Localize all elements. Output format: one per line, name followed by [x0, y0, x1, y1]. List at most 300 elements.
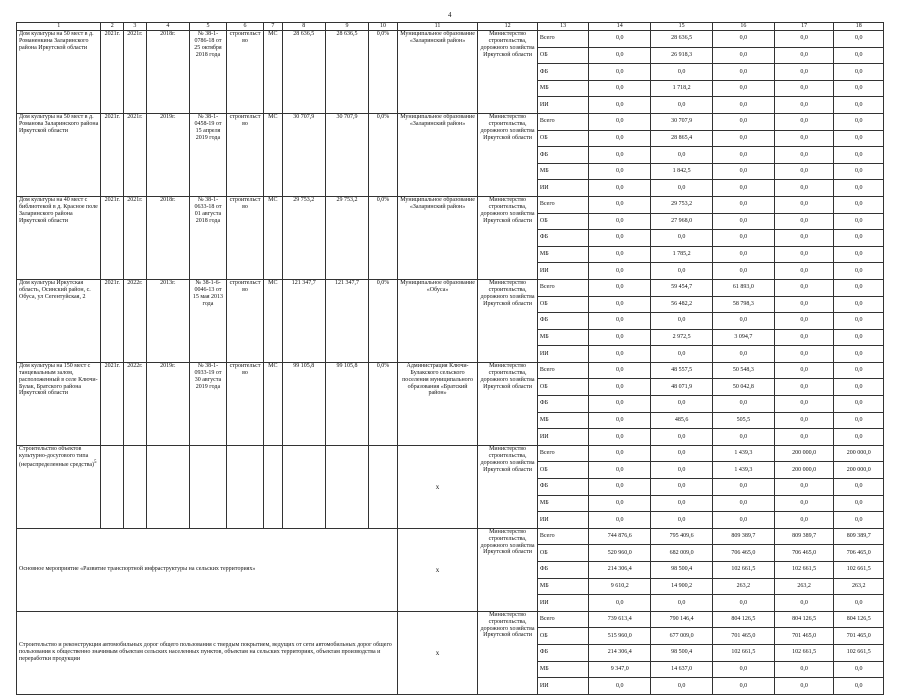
amount-cell: 790 146,4: [651, 611, 713, 628]
cell-c2: 2021г.: [101, 196, 124, 279]
funding-source-cell: ФБ: [537, 230, 588, 247]
cell-c2: 2021г.: [101, 279, 124, 362]
amount-cell: 0,0: [589, 296, 651, 313]
cell-c6: [227, 445, 264, 528]
amount-cell: 50 042,8: [712, 379, 774, 396]
table-row: [17, 31, 884, 48]
amount-cell: 0,0: [589, 396, 651, 413]
cell-c7: МС: [264, 196, 283, 279]
amount-cell: 0,0: [774, 329, 834, 346]
cell-c8: 99 105,8: [282, 362, 325, 445]
amount-cell: 102 661,5: [774, 562, 834, 579]
amount-cell: 48 071,9: [651, 379, 713, 396]
amount-cell: 0,0: [712, 678, 774, 695]
amount-cell: 61 893,0: [712, 279, 774, 296]
amount-cell: 0,0: [834, 396, 884, 413]
cell-c2: 2021г.: [101, 113, 124, 196]
amount-cell: 48 557,5: [651, 362, 713, 379]
amount-cell: 14 900,2: [651, 578, 713, 595]
funding-source-cell: МБ: [537, 163, 588, 180]
object-name-cell: Строительство объектов культурно-досугового типа (нераспределенные средства)$^5$: [17, 445, 101, 528]
funding-source-cell: ОБ: [537, 213, 588, 230]
funding-source-cell: ФБ: [537, 396, 588, 413]
column-number-5: 5: [189, 23, 226, 31]
amount-cell: 0,0: [712, 196, 774, 213]
column-number-16: 16: [712, 23, 774, 31]
amount-cell: 0,0: [651, 180, 713, 197]
amount-cell: 102 661,5: [834, 562, 884, 579]
amount-cell: 804 126,5: [712, 611, 774, 628]
cell-c10: 0,0%: [369, 362, 398, 445]
funding-source-cell: Всего: [537, 113, 588, 130]
amount-cell: 0,0: [589, 147, 651, 164]
amount-cell: 263,2: [712, 578, 774, 595]
amount-cell: 0,0: [774, 130, 834, 147]
amount-cell: 0,0: [589, 595, 651, 612]
amount-cell: 0,0: [774, 263, 834, 280]
amount-cell: 102 661,5: [712, 562, 774, 579]
responsible-cell: Администрация Ключи-Булакского сельского поселения муниципального образования «Братский район»: [397, 362, 477, 445]
amount-cell: 0,0: [712, 263, 774, 280]
amount-cell: 0,0: [651, 512, 713, 529]
funding-source-cell: ФБ: [537, 147, 588, 164]
funding-source-cell: ИИ: [537, 263, 588, 280]
amount-cell: 0,0: [834, 661, 884, 678]
amount-cell: 0,0: [834, 213, 884, 230]
column-number-8: 8: [282, 23, 325, 31]
amount-cell: 9 347,0: [589, 661, 651, 678]
amount-cell: 809 389,7: [774, 528, 834, 545]
amount-cell: 0,0: [834, 246, 884, 263]
amount-cell: 0,0: [589, 462, 651, 479]
cell-c7: [264, 445, 283, 528]
amount-cell: 0,0: [774, 163, 834, 180]
amount-cell: 0,0: [651, 479, 713, 496]
column-number-12: 12: [478, 23, 538, 31]
amount-cell: 0,0: [834, 362, 884, 379]
amount-cell: 0,0: [712, 180, 774, 197]
amount-cell: 1 439,3: [712, 462, 774, 479]
cell-c5: № 38-1-0458-19 от 15 апреля 2019 года: [189, 113, 226, 196]
column-number-15: 15: [651, 23, 713, 31]
amount-cell: 0,0: [712, 97, 774, 114]
ministry-cell: Министерство строительства, дорожного хозяйства Иркутской области: [478, 528, 538, 611]
amount-cell: 0,0: [712, 230, 774, 247]
amount-cell: 485,6: [651, 412, 713, 429]
amount-cell: 0,0: [774, 47, 834, 64]
funding-source-cell: ИИ: [537, 595, 588, 612]
amount-cell: 0,0: [712, 47, 774, 64]
cell-c8: [282, 445, 325, 528]
cell-c10: 0,0%: [369, 113, 398, 196]
amount-cell: 515 960,0: [589, 628, 651, 645]
amount-cell: 0,0: [589, 412, 651, 429]
amount-cell: 0,0: [651, 495, 713, 512]
amount-cell: 0,0: [712, 595, 774, 612]
funding-source-cell: ФБ: [537, 479, 588, 496]
footnote-marker: 5: [93, 459, 97, 465]
object-name-cell: Дом культуры на 150 мест с танцевальным залом, расположенный в селе Ключи-Булак, Братского района Иркутской области: [17, 362, 101, 445]
amount-cell: 102 661,5: [774, 644, 834, 661]
amount-cell: 0,0: [589, 130, 651, 147]
funding-source-cell: ФБ: [537, 64, 588, 81]
funding-source-cell: ОБ: [537, 545, 588, 562]
amount-cell: 0,0: [589, 479, 651, 496]
amount-cell: 0,0: [834, 113, 884, 130]
funding-source-cell: Всего: [537, 611, 588, 628]
amount-cell: 0,0: [712, 130, 774, 147]
amount-cell: 701 465,0: [834, 628, 884, 645]
funding-source-cell: ОБ: [537, 379, 588, 396]
amount-cell: 263,2: [774, 578, 834, 595]
amount-cell: 0,0: [774, 230, 834, 247]
amount-cell: 0,0: [834, 412, 884, 429]
amount-cell: 0,0: [589, 379, 651, 396]
amount-cell: 0,0: [774, 412, 834, 429]
amount-cell: 0,0: [589, 31, 651, 48]
cell-c10: 0,0%: [369, 279, 398, 362]
amount-cell: 0,0: [712, 495, 774, 512]
amount-cell: 0,0: [712, 429, 774, 446]
amount-cell: 0,0: [589, 362, 651, 379]
table-body: [17, 23, 884, 695]
ministry-cell: Министерство строительства, дорожного хозяйства Иркутской области: [478, 196, 538, 279]
cell-c8: 30 707,9: [282, 113, 325, 196]
amount-cell: 0,0: [651, 346, 713, 363]
amount-cell: 0,0: [712, 163, 774, 180]
amount-cell: 9 610,2: [589, 578, 651, 595]
amount-cell: 0,0: [589, 313, 651, 330]
amount-cell: 0,0: [651, 595, 713, 612]
amount-cell: 0,0: [834, 230, 884, 247]
amount-cell: 0,0: [834, 180, 884, 197]
funding-source-cell: МБ: [537, 80, 588, 97]
cell-c9: 99 105,8: [325, 362, 368, 445]
amount-cell: 0,0: [712, 147, 774, 164]
funding-source-cell: ИИ: [537, 429, 588, 446]
amount-cell: 706 465,0: [834, 545, 884, 562]
table-row: [17, 196, 884, 213]
funding-source-cell: ФБ: [537, 313, 588, 330]
cell-c6: строительство: [227, 279, 264, 362]
cell-c2: 2021г.: [101, 362, 124, 445]
funding-source-cell: МБ: [537, 578, 588, 595]
amount-cell: 0,0: [589, 329, 651, 346]
amount-cell: 1 439,3: [712, 445, 774, 462]
object-name-cell: Дом культуры на 40 мест с библиотекой в д. Красное поле Заларинского района Иркутской области: [17, 196, 101, 279]
cell-c6: строительство: [227, 113, 264, 196]
amount-cell: 200 000,0: [774, 445, 834, 462]
amount-cell: 0,0: [712, 246, 774, 263]
amount-cell: 0,0: [589, 512, 651, 529]
amount-cell: 0,0: [651, 97, 713, 114]
amount-cell: 200 000,0: [834, 462, 884, 479]
amount-cell: 0,0: [712, 313, 774, 330]
funding-source-cell: ОБ: [537, 628, 588, 645]
cell-c9: 28 636,5: [325, 31, 368, 114]
amount-cell: 0,0: [712, 661, 774, 678]
amount-cell: 0,0: [774, 296, 834, 313]
amount-cell: 0,0: [774, 661, 834, 678]
amount-cell: 59 454,7: [651, 279, 713, 296]
funding-source-cell: ИИ: [537, 180, 588, 197]
cell-c5: № 38-1-0786-18 от 25 октября 2018 года: [189, 31, 226, 114]
amount-cell: 0,0: [774, 279, 834, 296]
funding-source-cell: ОБ: [537, 296, 588, 313]
amount-cell: 263,2: [834, 578, 884, 595]
amount-cell: 0,0: [834, 279, 884, 296]
cell-c4: 2019г.: [146, 113, 189, 196]
table-row: [17, 445, 884, 462]
amount-cell: 0,0: [712, 64, 774, 81]
amount-cell: 0,0: [774, 113, 834, 130]
amount-cell: 809 389,7: [834, 528, 884, 545]
amount-cell: 0,0: [834, 479, 884, 496]
amount-cell: 0,0: [834, 296, 884, 313]
amount-cell: 0,0: [834, 163, 884, 180]
responsible-cell: х: [397, 528, 477, 611]
funding-source-cell: МБ: [537, 661, 588, 678]
cell-c5: № 38-1-0933-19 от 30 августа 2019 года: [189, 362, 226, 445]
amount-cell: 701 465,0: [774, 628, 834, 645]
amount-cell: 14 637,0: [651, 661, 713, 678]
amount-cell: 0,0: [774, 495, 834, 512]
cell-c3: 2022г.: [124, 279, 147, 362]
amount-cell: 0,0: [589, 213, 651, 230]
amount-cell: 0,0: [589, 113, 651, 130]
amount-cell: 739 613,4: [589, 611, 651, 628]
amount-cell: 0,0: [834, 97, 884, 114]
amount-cell: 0,0: [834, 329, 884, 346]
funding-source-cell: ИИ: [537, 678, 588, 695]
amount-cell: 0,0: [834, 64, 884, 81]
cell-c7: МС: [264, 31, 283, 114]
cell-c9: 30 707,9: [325, 113, 368, 196]
amount-cell: 0,0: [589, 246, 651, 263]
funding-source-cell: Всего: [537, 362, 588, 379]
column-number-14: 14: [589, 23, 651, 31]
column-number-13: 13: [537, 23, 588, 31]
ministry-cell: Министерство строительства, дорожного хозяйства Иркутской области: [478, 279, 538, 362]
amount-cell: 0,0: [774, 246, 834, 263]
responsible-cell: Муниципальное образование «Обуса»: [397, 279, 477, 362]
cell-c2: 2021г.: [101, 31, 124, 114]
amount-cell: 0,0: [651, 230, 713, 247]
cell-c9: 29 753,2: [325, 196, 368, 279]
funding-source-cell: ФБ: [537, 562, 588, 579]
amount-cell: 0,0: [834, 263, 884, 280]
amount-cell: 682 009,0: [651, 545, 713, 562]
amount-cell: 0,0: [774, 346, 834, 363]
amount-cell: 505,5: [712, 412, 774, 429]
amount-cell: 0,0: [589, 163, 651, 180]
amount-cell: 804 126,5: [834, 611, 884, 628]
cell-c10: [369, 445, 398, 528]
amount-cell: 26 918,3: [651, 47, 713, 64]
responsible-cell: х: [397, 611, 477, 694]
cell-c8: 29 753,2: [282, 196, 325, 279]
amount-cell: 701 465,0: [712, 628, 774, 645]
amount-cell: 0,0: [589, 230, 651, 247]
column-number-1: 1: [17, 23, 101, 31]
column-number-2: 2: [101, 23, 124, 31]
amount-cell: 0,0: [589, 346, 651, 363]
amount-cell: 0,0: [834, 429, 884, 446]
amount-cell: 0,0: [774, 362, 834, 379]
amount-cell: 0,0: [834, 196, 884, 213]
funding-source-cell: ИИ: [537, 512, 588, 529]
table-row: [17, 279, 884, 296]
amount-cell: 0,0: [834, 512, 884, 529]
cell-c7: МС: [264, 279, 283, 362]
amount-cell: 0,0: [774, 97, 834, 114]
amount-cell: 0,0: [712, 512, 774, 529]
amount-cell: 3 094,7: [712, 329, 774, 346]
amount-cell: 0,0: [712, 113, 774, 130]
amount-cell: 0,0: [589, 47, 651, 64]
amount-cell: 0,0: [774, 429, 834, 446]
amount-cell: 27 968,0: [651, 213, 713, 230]
amount-cell: 809 389,7: [712, 528, 774, 545]
amount-cell: 0,0: [834, 47, 884, 64]
amount-cell: 795 409,6: [651, 528, 713, 545]
amount-cell: 0,0: [589, 180, 651, 197]
cell-c4: 2013г.: [146, 279, 189, 362]
amount-cell: 1 785,2: [651, 246, 713, 263]
cell-c5: [189, 445, 226, 528]
column-number-row: [17, 23, 884, 31]
amount-cell: 28 636,5: [651, 31, 713, 48]
amount-cell: 804 126,5: [774, 611, 834, 628]
amount-cell: 0,0: [651, 64, 713, 81]
amount-cell: 200 000,0: [774, 462, 834, 479]
amount-cell: 0,0: [712, 213, 774, 230]
column-number-3: 3: [124, 23, 147, 31]
cell-c2: [101, 445, 124, 528]
amount-cell: 0,0: [589, 495, 651, 512]
column-number-4: 4: [146, 23, 189, 31]
ministry-cell: Министерство строительства, дорожного хозяйства Иркутской области: [478, 31, 538, 114]
amount-cell: 0,0: [712, 396, 774, 413]
funding-source-cell: МБ: [537, 246, 588, 263]
measure-name-cell: Строительство и реконструкция автомобильных дорог общего пользования с твердым покрытием, ведущих от сети автомобильных дорог общего пользования к общественно значимым объектам сельских населенных пунктов, объектам на сельских территориях, объектам производства и переработки продукции: [17, 611, 398, 694]
cell-c9: 121 347,7: [325, 279, 368, 362]
amount-cell: 706 465,0: [712, 545, 774, 562]
cell-c3: [124, 445, 147, 528]
funding-source-cell: ОБ: [537, 130, 588, 147]
amount-cell: 0,0: [774, 80, 834, 97]
amount-cell: 0,0: [834, 379, 884, 396]
amount-cell: 0,0: [651, 263, 713, 280]
column-number-6: 6: [227, 23, 264, 31]
cell-c6: строительство: [227, 196, 264, 279]
cell-c3: 2021г.: [124, 196, 147, 279]
amount-cell: 0,0: [589, 196, 651, 213]
ministry-cell: Министерство строительства, дорожного хозяйства Иркутской области: [478, 362, 538, 445]
amount-cell: 0,0: [651, 462, 713, 479]
ministry-cell: Министерство строительства, дорожного хозяйства Иркутской области: [478, 611, 538, 694]
amount-cell: 0,0: [712, 31, 774, 48]
cell-c6: строительство: [227, 31, 264, 114]
funding-source-cell: ИИ: [537, 346, 588, 363]
amount-cell: 0,0: [589, 279, 651, 296]
cell-c4: 2018г.: [146, 196, 189, 279]
amount-cell: 214 306,4: [589, 562, 651, 579]
amount-cell: 0,0: [774, 678, 834, 695]
funding-source-cell: Всего: [537, 279, 588, 296]
ministry-cell: Министерство строительства, дорожного хозяйства Иркутской области: [478, 445, 538, 528]
amount-cell: 0,0: [774, 213, 834, 230]
responsible-cell: х: [397, 445, 477, 528]
funding-source-cell: ОБ: [537, 47, 588, 64]
column-number-7: 7: [264, 23, 283, 31]
amount-cell: 0,0: [589, 429, 651, 446]
amount-cell: 98 500,4: [651, 644, 713, 661]
amount-cell: 0,0: [774, 595, 834, 612]
cell-c10: 0,0%: [369, 31, 398, 114]
column-number-17: 17: [774, 23, 834, 31]
cell-c7: МС: [264, 362, 283, 445]
amount-cell: 0,0: [834, 80, 884, 97]
amount-cell: 56 482,2: [651, 296, 713, 313]
amount-cell: 0,0: [834, 313, 884, 330]
amount-cell: 0,0: [834, 595, 884, 612]
cell-c6: строительство: [227, 362, 264, 445]
funding-source-cell: ФБ: [537, 644, 588, 661]
amount-cell: 0,0: [589, 263, 651, 280]
amount-cell: 0,0: [712, 479, 774, 496]
funding-source-cell: МБ: [537, 412, 588, 429]
cell-c9: [325, 445, 368, 528]
amount-cell: 0,0: [651, 396, 713, 413]
amount-cell: 2 972,5: [651, 329, 713, 346]
amount-cell: 30 707,9: [651, 113, 713, 130]
cell-c3: 2022г.: [124, 362, 147, 445]
amount-cell: 0,0: [712, 346, 774, 363]
cell-c8: 28 636,5: [282, 31, 325, 114]
amount-cell: 0,0: [651, 678, 713, 695]
amount-cell: 200 000,0: [834, 445, 884, 462]
amount-cell: 0,0: [774, 31, 834, 48]
amount-cell: 520 960,0: [589, 545, 651, 562]
amount-cell: 0,0: [834, 346, 884, 363]
amount-cell: 0,0: [834, 495, 884, 512]
amount-cell: 0,0: [589, 80, 651, 97]
amount-cell: 0,0: [834, 678, 884, 695]
amount-cell: 677 009,0: [651, 628, 713, 645]
amount-cell: 0,0: [651, 445, 713, 462]
funding-source-cell: ОБ: [537, 462, 588, 479]
financing-table: [16, 22, 884, 695]
amount-cell: 0,0: [774, 313, 834, 330]
amount-cell: 0,0: [774, 196, 834, 213]
amount-cell: 0,0: [774, 180, 834, 197]
responsible-cell: Муниципальное образование «Заларинский район»: [397, 196, 477, 279]
table-row: [17, 113, 884, 130]
amount-cell: 744 876,6: [589, 528, 651, 545]
amount-cell: 0,0: [651, 147, 713, 164]
amount-cell: 50 548,3: [712, 362, 774, 379]
amount-cell: 0,0: [834, 31, 884, 48]
amount-cell: 0,0: [589, 678, 651, 695]
amount-cell: 58 798,3: [712, 296, 774, 313]
funding-source-cell: Всего: [537, 445, 588, 462]
amount-cell: 98 500,4: [651, 562, 713, 579]
cell-c7: МС: [264, 113, 283, 196]
cell-c4: [146, 445, 189, 528]
amount-cell: 0,0: [774, 512, 834, 529]
cell-c3: 2021г.: [124, 31, 147, 114]
